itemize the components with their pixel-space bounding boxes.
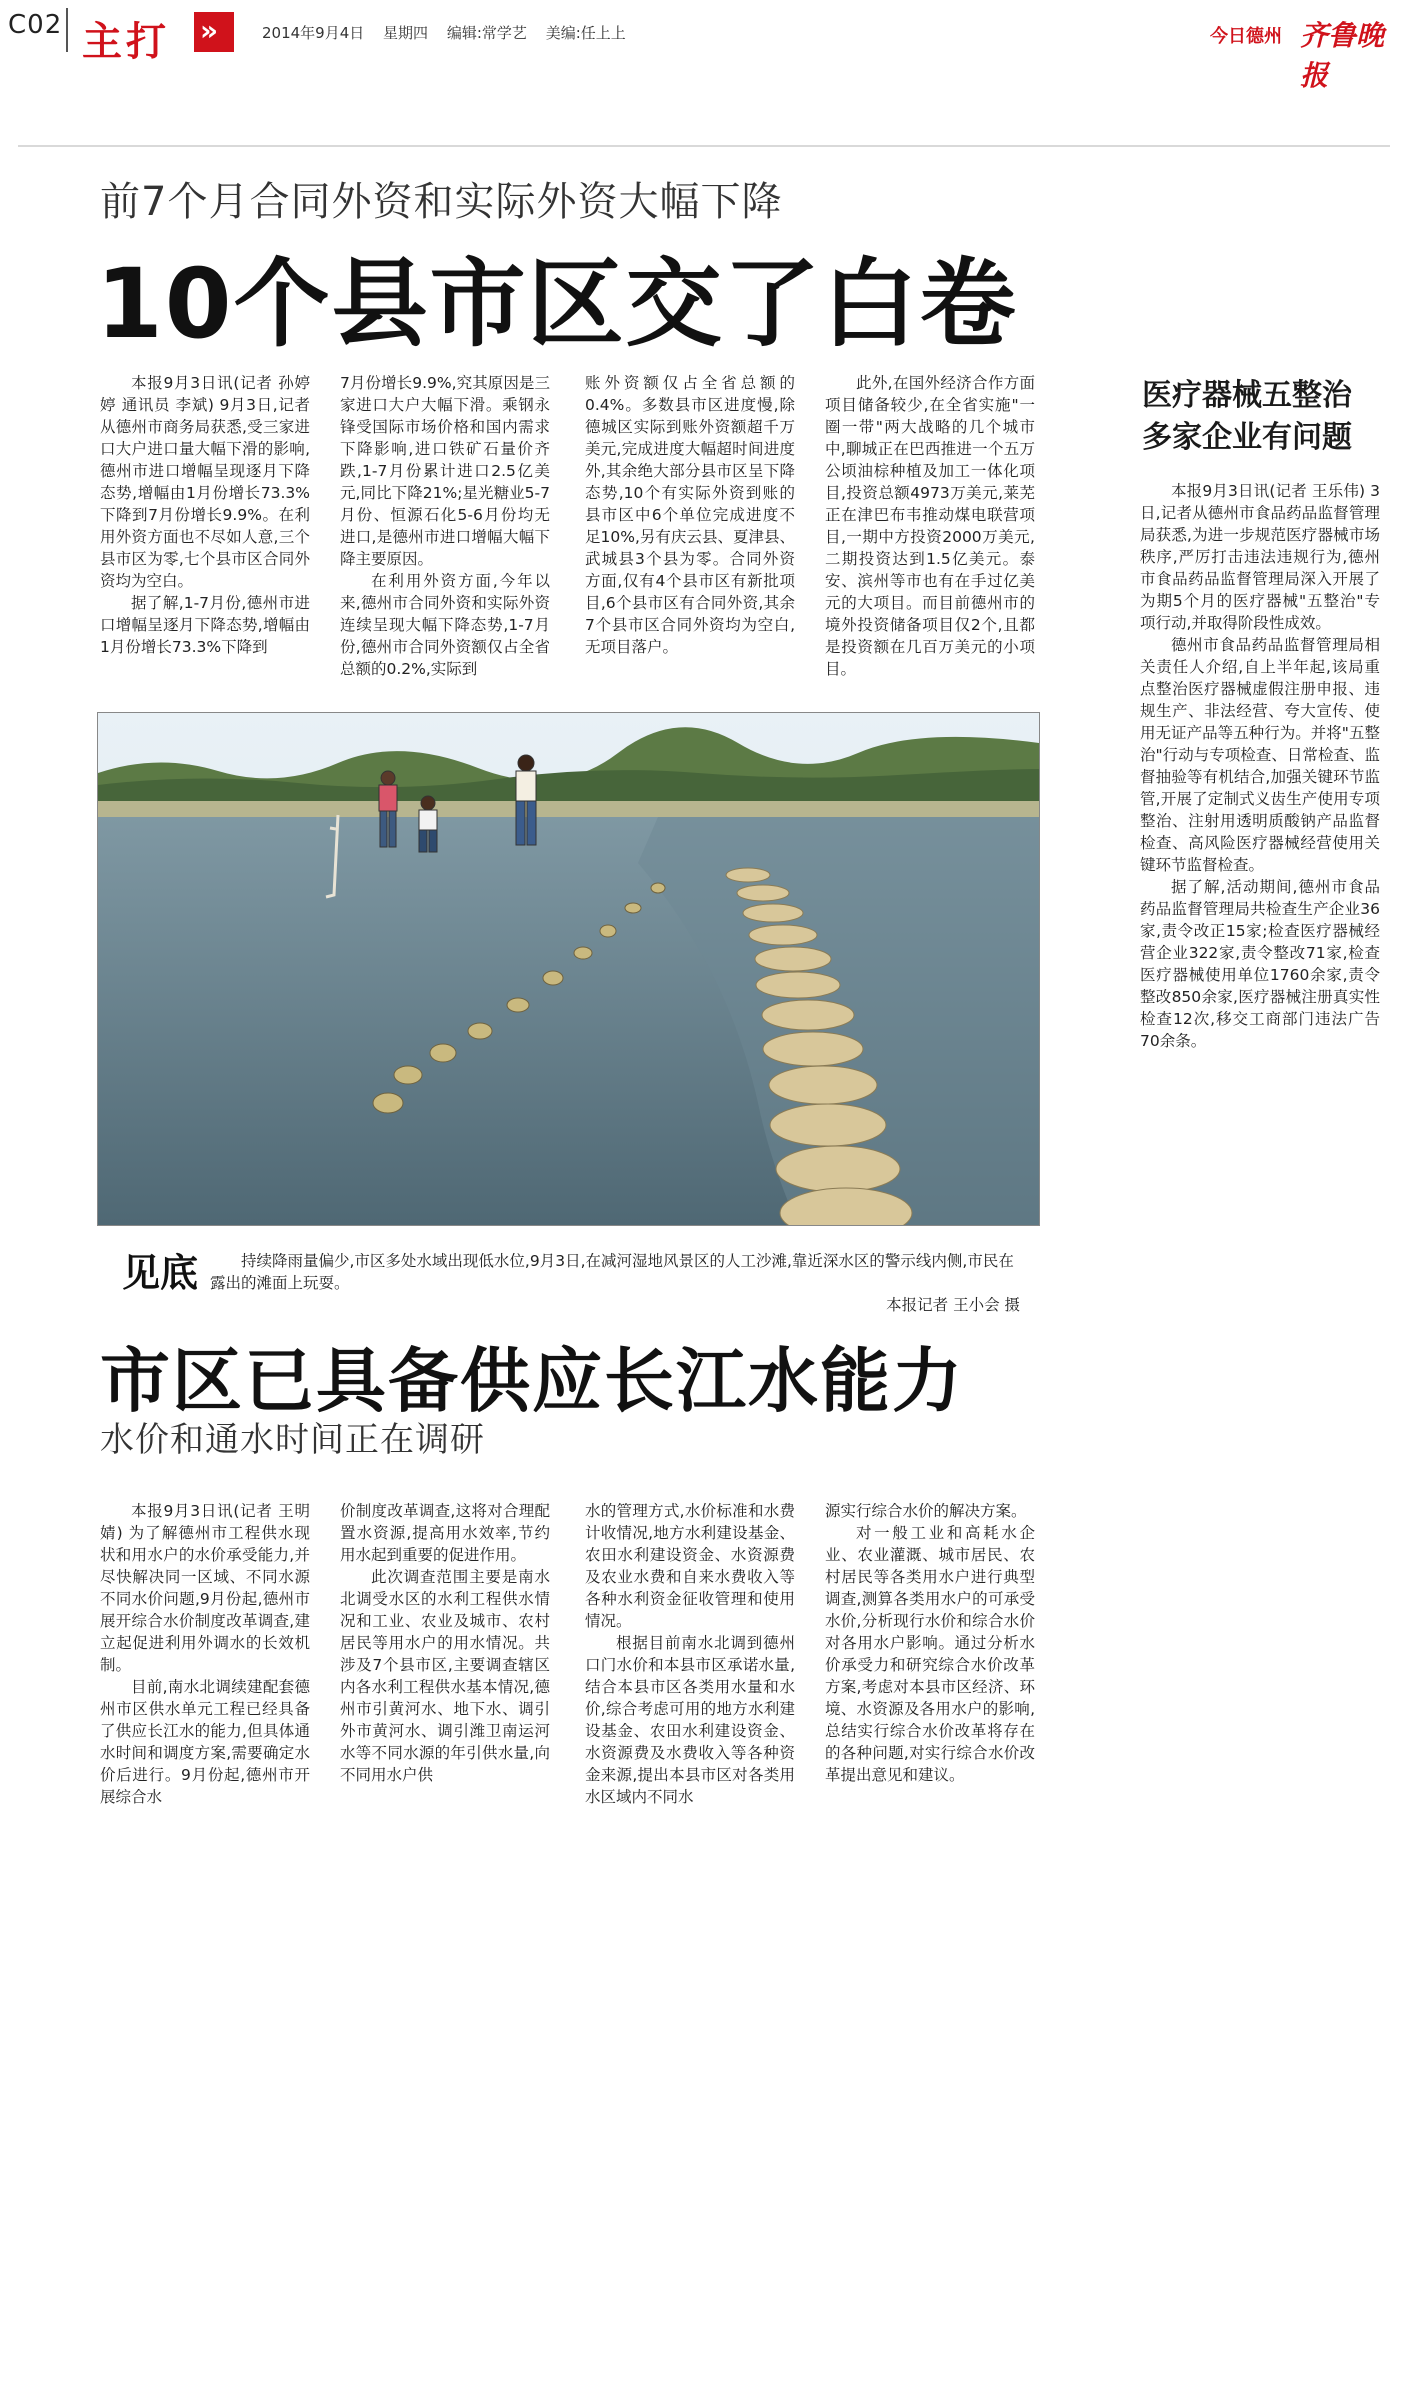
paragraph: 7月份增长9.9%,究其原因是三家进口大户大幅下滑。乘钢永锋受国际市场价格和国内需求下降影响,进口铁矿石量价齐跌,1-7月份累计进口2.5亿美元,同比下降21%;星光糖业5-7月份、恒源石化5-6月份均无进口,是德州市进口增幅大幅下降主要原因。 [340, 374, 550, 568]
brand-section-name: 今日德州 [1210, 26, 1282, 47]
page-number: C02 [8, 10, 63, 40]
lake-scene-illustration [98, 713, 1039, 1225]
paragraph: 根据目前南水北调到德州口门水价和本县市区承诺水量,结合本县市区各类用水量和水价,综合考虑可用的地方水利建设基金、农田水利建设资金、水资源费及水费收入等各种资金来源,提出本县市区对各类用水区域内不同水 [585, 1634, 795, 1806]
photo-title: 见底 [122, 1251, 199, 1295]
issue-meta [262, 22, 626, 43]
news-photo [97, 712, 1040, 1226]
paragraph: 据了解,活动期间,德州市食品药品监督管理局共检查生产企业36家,责令改正15家;检查医疗器械经营企业322家,责令整改71家,检查医疗器械使用单位1760余家,责令整改850余家,医疗器械注册真实性检查12次,移交工商部门违法广告70余条。 [1140, 878, 1380, 1050]
story2-headline: 市区已具备供应长江水能力 [100, 1340, 964, 1422]
story1-column-2 [340, 372, 550, 680]
photo-credit: 本报记者 王小会 摄 [886, 1296, 1020, 1314]
story2-column-2 [340, 1500, 550, 1786]
story1-column-1 [100, 372, 310, 658]
paragraph: 目前,南水北调续建配套德州市区供水单元工程已经具备了供应长江水的能力,但具体通水时间和调度方案,需要确定水价后进行。9月份起,德州市开展综合水 [100, 1678, 310, 1806]
paragraph: 源实行综合水价的解决方案。 [825, 1502, 1027, 1520]
arrow-glyph: » [200, 14, 219, 47]
header-rule [18, 145, 1390, 147]
story2-column-1 [100, 1500, 310, 1808]
story1-column-4 [825, 372, 1035, 680]
issue-date: 2014年9月4日 [262, 24, 365, 42]
paragraph: 水的管理方式,水价标准和水费计收情况,地方水利建设基金、农田水利建设资金、水资源费及农业水费和自来水费收入等各种水利资金征收管理和使用情况。 [585, 1502, 795, 1630]
paragraph: 在利用外资方面,今年以来,德州市合同外资和实际外资连续呈现大幅下降态势,1-7月份,德州市合同外资额仅占全省总额的0.2%,实际到 [340, 572, 550, 678]
story1-column-3 [585, 372, 795, 658]
sidebar-headline-line: 多家企业有问题 [1142, 420, 1352, 455]
issue-designer: 美编:任上上 [545, 24, 626, 42]
caption-text: 持续降雨量偏少,市区多处水域出现低水位,9月3日,在减河湿地风景区的人工沙滩,靠近深水区的警示线内侧,市民在露出的滩面上玩耍。 [210, 1252, 1014, 1292]
paragraph: 此外,在国外经济合作方面项目储备较少,在全省实施"一圈一带"两大战略的几个城市中,聊城正在巴西推进一个五万公顷油棕种植及加工一体化项目,投资总额4973万美元,莱芜正在津巴布韦推动煤电联营项目,一期中方投资2000万美元,二期投资达到1.5亿美元。泰安、滨州等市也有在手过亿美元的大项目。而目前德州市的境外投资储备项目仅2个,且都是投资额在几百万美元的小项目。 [825, 374, 1035, 678]
story1-kicker: 前7个月合同外资和实际外资大幅下降 [100, 179, 783, 225]
header-divider [66, 8, 68, 52]
section-title: 主打 [82, 19, 170, 65]
paragraph: 账外资额仅占全省总额的0.4%。多数县市区进度慢,除德城区实际到账外资额超千万美元,完成进度大幅超时间进度外,其余绝大部分县市区呈下降态势,10个有实际外资到账的县市区中6个单位完成进度不足10%,另有庆云县、夏津县、武城县3个县为零。合同外资方面,仅有4个县市区有新批项目,6个县市区有合同外资,其余7个县市区合同外资均为空白,无项目落户。 [585, 374, 795, 656]
paragraph: 本报9月3日讯(记者 王乐伟) 3日,记者从德州市食品药品监督管理局获悉,为进一步规范医疗器械市场秩序,严厉打击违法违规行为,德州市食品药品监督管理局深入开展了为期5个月的医疗器械"五整治"专项行动,并取得阶段性成效。 [1140, 482, 1380, 632]
paragraph: 本报9月3日讯(记者 孙婷婷 通讯员 李斌) 9月3日,记者从德州市商务局获悉,受三家进口大户进口量大幅下滑的影响,德州市进口增幅呈现逐月下降态势,增幅由1月份增长73.3%下降到7月份增长9.9%。在利用外资方面也不尽如人意,三个县市区为零,七个县市区合同外资均为空白。 [100, 374, 310, 590]
paragraph: 此次调查范围主要是南水北调受水区的水利工程供水情况和工业、农业及城市、农村居民等用水户的用水情况。共涉及7个县市区,主要调查辖区内各水利工程供水基本情况,德州市引黄河水、地下水、调引外市黄河水、调引潍卫南运河水等不同水源的年引供水量,向不同用水户供 [340, 1568, 550, 1784]
issue-weekday: 星期四 [383, 24, 429, 42]
paragraph: 据了解,1-7月份,德州市进口增幅呈逐月下降态势,增幅由1月份增长73.3%下降到 [100, 594, 310, 656]
sidebar-body [1140, 480, 1380, 1052]
issue-editor: 编辑:常学艺 [446, 24, 527, 42]
sidebar-headline-line: 医疗器械五整治 [1142, 378, 1352, 413]
sidebar-headline [1142, 375, 1382, 459]
story2-deck: 水价和通水时间正在调研 [100, 1420, 485, 1460]
paragraph: 对一般工业和高耗水企业、农业灌溉、城市居民、农村居民等各类用水户进行典型调查,测算各类用水户的可承受水价,分析现行水价和综合水价对各用水户影响。通过分析水价承受力和研究综合水价改革方案,考虑对本县市区经济、环境、水资源及各用水户的影响,总结实行综合水价改革将存在的各种问题,对实行综合水价改革提出意见和建议。 [825, 1524, 1035, 1784]
photo-caption [210, 1250, 1020, 1316]
section-arrow-icon [194, 12, 234, 52]
paragraph: 本报9月3日讯(记者 王明婧) 为了解德州市工程供水现状和用水户的水价承受能力,并尽快解决同一区域、不同水源不同水价问题,9月份起,德州市展开综合水价制度改革调查,建立起促进利用外调水的长效机制。 [100, 1502, 310, 1674]
paragraph: 德州市食品药品监督管理局相关责任人介绍,自上半年起,该局重点整治医疗器械虚假注册申报、违规生产、非法经营、夸大宣传、使用无证产品等五种行为。并将"五整治"行动与专项检查、日常检查、监督抽验等有机结合,加强关键环节监管,开展了定制式义齿生产使用专项整治、注射用透明质酸钠产品监督检查、高风险医疗器械经营使用关键环节监督检查。 [1140, 636, 1380, 874]
paragraph: 价制度改革调查,这将对合理配置水资源,提高用水效率,节约用水起到重要的促进作用。 [340, 1502, 550, 1564]
story2-column-3 [585, 1500, 795, 1808]
story1-headline: 10个县市区交了白卷 [96, 248, 1018, 360]
story2-column-4 [825, 1500, 1035, 1786]
brand-logo: 齐鲁晚报 [1300, 19, 1385, 92]
